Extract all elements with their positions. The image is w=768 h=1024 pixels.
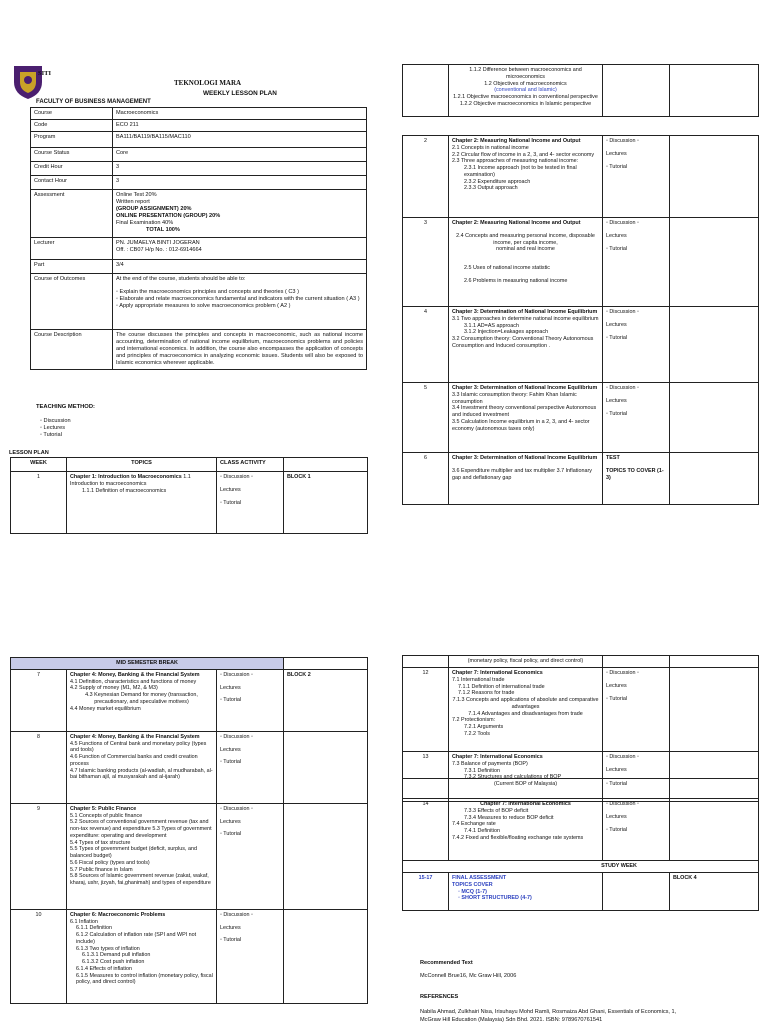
topic-line: 5.5 Types of government budget (deficit, surplus, and balanced budget) [70,846,197,859]
teaching-method-list [40,418,71,439]
activity-item: ◦ Discussion ◦ [220,474,253,480]
info-row [31,108,367,120]
topic-line: 7.2.1 Arguments [464,724,504,730]
week-row [11,909,368,1003]
week-activity [603,668,670,752]
activity-item: ◦ Tutorial [606,163,628,170]
topic-line: 6.1.3 Two types of inflation [76,945,140,952]
topic-line: 3.1.2 Injection=Leakages approach [464,329,549,336]
activity-item: Lectures [606,232,627,239]
topic-line: 7.4 Exchange rate [452,821,496,828]
part-row [31,259,367,273]
week-row [11,803,368,909]
week-topics [449,136,603,218]
chapter-title: Chapter 6: Macroeconomic Problems [70,911,166,918]
week-row [403,799,759,861]
block-label: BLOCK 4 [670,873,759,911]
info-label: Contact Hour [31,175,113,189]
lesson-plan-table-cont [402,64,759,117]
topic-line: 7.3 Balance of payments (BOP) [452,760,528,767]
outcomes-row [31,273,367,329]
topic-line: 3.6 Expenditure multiplier and tax multiplier 3.7 Inflationary gap and deflationary gap [452,467,592,481]
recommended-text-title: Recommended Text [420,960,473,966]
chapter-title: Chapter 2: Measuring National Income and Output [452,220,581,226]
week-activity [217,669,284,731]
outcomes-value [113,273,367,329]
week-topics [449,218,603,307]
part-label: Part [31,259,113,273]
topic-line: 7.4.1 Definition [464,828,500,834]
topic-line: 7.2 Protectionism: [452,717,496,724]
activity-item: ◦ Discussion ◦ [606,220,639,226]
reference-line: McGraw Hill Education (Malaysia) Sdn Bhd. 2021. ISBN: 9789670761541 [420,1017,603,1023]
week-number: 5 [403,383,449,453]
week-row [403,453,759,505]
assessment-total: TOTAL 100% [146,226,180,233]
activity-item: Lectures [606,813,627,820]
week-number: 9 [11,803,67,909]
activity-item: ◦ Tutorial [220,499,242,506]
activity-item: ◦ Discussion ◦ [606,138,639,144]
activity-item: ◦ Discussion ◦ [606,754,639,760]
assessment-line: ONLINE PRESENTATION (GROUP) 20% [116,212,221,219]
info-row [31,131,367,147]
mid-semester-break: MID SEMESTER BREAK [11,658,284,670]
assessment-label: Assessment [31,189,113,237]
week-row-continued [403,656,759,668]
study-week-row [403,861,759,873]
topic-line: 7.3.4 Measures to reduce BOP deficit [464,814,554,821]
week-activity [217,731,284,803]
topic-line: 1.1.2 Difference between macroeconomics and microeconomics [469,67,582,80]
faculty-name: FACULTY OF BUSINESS MANAGEMENT [36,99,151,105]
week-number: 10 [11,909,67,1003]
week-number: 1 [11,472,67,534]
topic-line: 2.3.1 Income approach (not to be tested in final examination) [464,165,577,178]
activity-item: ◦ Discussion ◦ [606,801,639,807]
info-label: Code [31,119,113,131]
week-row [11,669,368,731]
week-activity [603,136,670,218]
activity-item: Lectures [606,397,627,404]
week-activity [603,799,670,861]
assessment-line: (GROUP ASSIGNMENT) 20% [116,205,192,212]
activity-item: ◦ Tutorial [220,759,242,766]
info-row [31,147,367,161]
activity-item: Lectures [606,321,627,328]
chapter-title: Chapter 3: Determination of National Income Equilibrium [452,309,598,315]
activity-item: Lectures [606,766,627,773]
week-topics [67,909,217,1003]
week-activity [217,472,284,534]
lesson-plan-table [10,457,368,534]
topic-line: 7.2.2 Tools [464,730,490,737]
activity-item: Lectures [220,684,241,691]
topic-line: 2.3.2 Expenditure approach [464,178,531,185]
topic-line: 3.5 Calculation Income equilibrium in a 2, 3, and 4- sector economy (autonomous taxes only) [452,418,590,432]
mid-break-row [11,658,368,670]
week-activity [217,909,284,1003]
activity-item: Lectures [220,818,241,825]
topic-line: 7.1.1 Definition of international trade [458,683,545,690]
topic-line: 3.2 Consumption theory: Conventional Theory Autonomous Consumption and Induced consumption . [452,336,594,349]
final-topics-cover: TOPICS COVER [452,881,493,888]
lecturer-value [113,237,367,259]
lesson-plan-header [11,458,368,472]
activity-item: ◦ Discussion ◦ [220,733,253,740]
assessment-line: Written report [116,198,150,205]
topic-line: 3.1 Two approaches in determine national income equilibrium [452,315,599,322]
chapter-title: Chapter 4: Money, Banking & the Financial System [70,733,200,740]
final-row [403,873,759,911]
topic-line: 2.4 Concepts and measuring personal income, disposable income, per capita income, [456,232,595,246]
topic-line: 5.7 Public finance in Islam [70,866,133,873]
topic-line: 4.5 Functions of Central bank and monetary policy (types and tools) [70,740,207,754]
university-name: TEKNOLOGI MARA [174,79,242,87]
topic-line: 1.2 Objectives of macroeconomics [484,80,567,87]
test-topics: TOPICS TO COVER (1-3) [606,467,664,481]
info-row [31,161,367,175]
activity-item: ◦ Discussion ◦ [606,385,639,391]
week-number: 13 [403,752,449,802]
week-number: 4 [403,307,449,383]
activity-item: Lectures [220,924,241,931]
topic-line: 7.4.2 Fixed and flexible/floating exchange rate systems [452,834,584,841]
week-number: 7 [11,669,67,731]
topic-line: 7.1.4 Advantages and disadvantages from trade [468,710,583,717]
reference-line: Nabila Ahmad, Zulkhairi Nisa, Irisuhayu Mohd Ramli, Rosmaiza Abd Ghani, Essentials of Economics, 1, [420,1009,677,1015]
activity-item: ◦ Discussion ◦ [220,671,253,678]
chapter-title: Chapter 7: International Economics [452,670,543,676]
topic-line: 4.7 Islamic banking products (al-wadiah, al mudharabah, al-bai bithaman ajil, al musyarakah and al-ijarah) [70,767,213,781]
lecturer-row [31,237,367,259]
assessment-row [31,189,367,237]
topic-line: 6.1.2 Calculation of inflation rate (SPI and WPI not include) [76,932,197,945]
week-number: 8 [11,731,67,803]
lecturer-name: PN. JUMAELYA BINTI JOGERAN [116,239,200,246]
assessment-line: Online Test 20% [116,191,157,198]
topics-header: TOPICS [67,458,217,472]
teaching-item: ◦ Lectures [40,424,65,431]
description-label: Course Description [31,329,113,369]
info-label: Course Status [31,147,113,161]
chapter-title: Chapter 4: Money, Banking & the Financial System [70,671,200,678]
chapter-title: Chapter 3: Determination of National Income Equilibrium [452,455,598,461]
lesson-plan-table-weeks-2-6 [402,135,759,505]
uitm-logo [10,62,46,100]
info-value: 3 [113,161,367,175]
chapter-title: Chapter 1: Introduction to Macroeconomics [70,474,182,480]
final-mcq: ◦ MCQ (1-7) [458,888,487,895]
lecturer-label: Lecturer [31,237,113,259]
topic-line: 7.1 International trade [452,676,505,683]
topic-line: 7.3.1 Definition [464,767,500,774]
topic-line: 6.1 Inflation [70,918,98,925]
chapter-title: Chapter 7: International Economics [480,801,571,807]
topic-line: 3.1.1 AD=AS approach [464,322,519,329]
info-label: Course [31,108,113,120]
outcome-item: ◦ Elaborate and relate macroeconomics fundamental and indicators with the current situation ( A3 ) [116,295,360,302]
activity-item: ◦ Tutorial [603,779,670,799]
lesson-plan-title: LESSON PLAN [9,450,49,456]
week-activity [603,453,670,505]
activity-item: Lectures [220,746,241,753]
topic-line: 6.1.4 Effects of inflation [76,965,132,972]
teaching-item: ◦ Discussion [40,418,71,424]
info-row [31,119,367,131]
lesson-plan-table-weeks-7-10 [10,657,368,1004]
week-row-continued [403,779,759,799]
logo-text: SITI [38,70,52,77]
week-topics [449,65,603,117]
week-row [403,383,759,453]
activity-item: ◦ Discussion ◦ [220,911,253,918]
topic-line: 5.2 Sources of conventional government revenue (tax and non-tax revenue) and expenditure 5.3 Types of government expenditure: operating and development [70,819,212,839]
info-value: ECO 211 [113,119,367,131]
topic-line: 4.6 Function of Commercial banks and credit creation process [70,754,198,767]
outcomes-label: Course of Outcomes [31,273,113,329]
activity-item: ◦ Discussion ◦ [606,309,639,315]
week-topics [449,799,603,861]
description-row [31,329,367,369]
week-topics [67,669,217,731]
week-number: 6 [403,453,449,505]
info-value: Core [113,147,367,161]
week-topics [449,873,603,911]
part-value: 3/4 [113,259,367,273]
week-header: WEEK [11,458,67,472]
lesson-plan-table-weeks-14 [402,778,759,911]
activity-item: Lectures [606,682,627,689]
week-activity [217,803,284,909]
activity-item: ◦ Tutorial [220,831,242,838]
week-activity [603,383,670,453]
activity-item: ◦ Tutorial [220,697,242,704]
activity-item: Lectures [220,486,241,493]
description-text: The course discusses the principles and concepts in macroeconomic, such as national income accounting, determination of national income equilibrium, macroeconomics problems and policies and international economics. In addition, the course also encompasses the application of concepts and principles of macroeconomics in analyzing economic issues. Students will also be exposed to Islamic economics wherever applicable. [113,329,367,369]
topic-line: 2.3 Three approaches of measuring national income: [452,158,579,165]
outcome-item: ◦ Explain the macroeconomics principles and concepts and theories ( C3 ) [116,288,299,295]
topic-line: 5.6 Fiscal policy (types and tools) [70,859,150,866]
activity-item: Lectures [606,150,627,157]
topic-line: 7.1.3 Concepts and applications of absolute and comparative advantages [452,697,599,710]
activity-item: ◦ Tutorial [220,937,242,944]
activity-item: ◦ Tutorial [606,826,628,833]
block-header [284,458,368,472]
info-label: Program [31,131,113,147]
assessment-value [113,189,367,237]
teaching-method-title: TEACHING METHOD: [36,404,95,410]
topic-line: 2.2 Circular flow of income in a 2, 3, and 4- sector economy [452,151,595,158]
topic-line: 7.3.2 Structures and calculations of BOP [464,774,562,781]
final-short-structured: ◦ SHORT STRUCTURED (4-7) [458,895,532,902]
topic-line: 6.1.3.2 Cost push inflation [82,959,145,965]
plan-title: WEEKLY LESSON PLAN [203,90,277,97]
week-topics [449,307,603,383]
topic-line: 3.4 Investment theory conventional perspective Autonomous and induced investment [452,405,597,418]
topic-line: 4.3 Keynesian Demand for money (transaction, precautionary, and speculative motives) [85,692,198,705]
references-title: REFERENCES [420,994,459,1000]
chapter-title: Chapter 2: Measuring National Income and Output [452,138,581,144]
topic-line: 6.1.1 Definition [76,925,112,932]
activity-header: CLASS ACTIVITY [217,458,284,472]
topic-line: 3.3 Islamic consumption theory: Fahim Khan Islamic consumption [452,391,577,405]
topic-line: (monetary policy, fiscal policy, and direct control) [449,656,603,668]
chapter-title: Chapter 5: Public Finance [70,805,137,812]
topic-line: 1.2.1 Objective macroeconomics in conventional perspective [453,94,598,100]
block-label: BLOCK 1 [284,472,368,534]
week-number: 2 [403,136,449,218]
week-row [11,472,368,534]
recommended-text: McConnell Brue16, Mc Graw Hill, 2006 [420,973,517,979]
activity-item: ◦ Discussion ◦ [606,670,639,676]
week-row-continued [403,65,759,117]
topic-line: 7.3.3 Effects of BOP deficit [464,807,529,814]
activity-item: ◦ Tutorial [606,245,628,252]
week-topics [67,731,217,803]
info-row [31,175,367,189]
info-value: Macroeconomics [113,108,367,120]
outcomes-intro: At the end of the course, students should be able to: [116,275,246,282]
week-row [11,731,368,803]
topic-line: 2.3.3 Output approach [464,185,518,192]
activity-item: ◦ Tutorial [606,410,628,417]
week-topics [67,803,217,909]
week-number: 15-17 [403,873,449,911]
topic-line: 4.2 Supply of money (M1, M2, & M3) [70,685,158,692]
topic-line: 1.1.1 Definition of macroeconomics [82,487,167,494]
study-week: STUDY WEEK [403,861,759,873]
chapter-title: Chapter 7: International Economics [452,754,543,760]
topic-line: 6.1.3.1 Demand pull inflation [82,952,151,959]
week-topics [449,453,603,505]
info-label: Credit Hour [31,161,113,175]
week-row [403,307,759,383]
topic-line: 1.2.2 Objective macroeconomics in Islamic perspective [459,100,592,107]
week-number: 12 [403,668,449,752]
block-label: BLOCK 2 [284,669,368,731]
topic-line: 5.8 Sources of Islamic government revenue (zakat, wakaf, kharaj, ushr, jizyah, fai,ghanimah) and types of expenditure [70,873,211,886]
week-number: 14 [403,799,449,861]
activity-item: ◦ Discussion ◦ [220,805,253,812]
course-info-table [30,107,367,370]
activity-item: ◦ Tutorial [606,695,628,702]
final-assessment-title: FINAL ASSESSMENT [452,875,507,881]
lecturer-contact: Off. : CB07 H/p No. : 012-6914664 [116,246,202,253]
topic-line: 5.1 Concepts of public finance [70,812,143,819]
week-row [403,668,759,752]
teaching-item: ◦ Tutorial [40,431,62,438]
week-activity [603,307,670,383]
week-row [403,218,759,307]
week-topics [449,668,603,752]
week-topics [449,383,603,453]
week-row [403,136,759,218]
topic-line: 2.5 Uses of national income statistic [464,265,550,271]
outcome-item: ◦ Apply appropriate measures to solve macroeconomics problem ( A2 ) [116,302,291,309]
assessment-line: Final Examination 40% [116,219,174,226]
week-activity [603,218,670,307]
test-label: TEST [606,455,620,461]
week-topics [67,472,217,534]
topic-line: 2.1 Concepts in national income [452,144,529,151]
topic-line: 5.4 Types of tax structure [70,839,131,846]
info-value: BA111/BA119/BA115/MAC110 [113,131,367,147]
topic-line: nominal and real income [496,246,555,253]
activity-item: ◦ Tutorial [606,334,628,341]
topic-line: 1.1 Introduction to macroeconomics [70,474,191,487]
topic-line: 6.1.5 Measures to control inflation (monetary policy, fiscal policy, and direct control) [76,972,213,986]
topic-line: 4.1 Definition, characteristics and functions of money [70,678,197,685]
topic-line: (Current BOP of Malaysia) [449,779,603,799]
info-value: 3 [113,175,367,189]
week-number: 3 [403,218,449,307]
chapter-title: Chapter 3: Determination of National Income Equilibrium [452,385,598,391]
topic-line: 7.1.2 Reasons for trade [458,690,515,697]
topic-line: 2.6 Problems in measuring national income [464,277,568,284]
topic-line: 4.4 Money market equilibrium [70,705,141,712]
topic-line: (conventional and Islamic) [494,87,557,94]
